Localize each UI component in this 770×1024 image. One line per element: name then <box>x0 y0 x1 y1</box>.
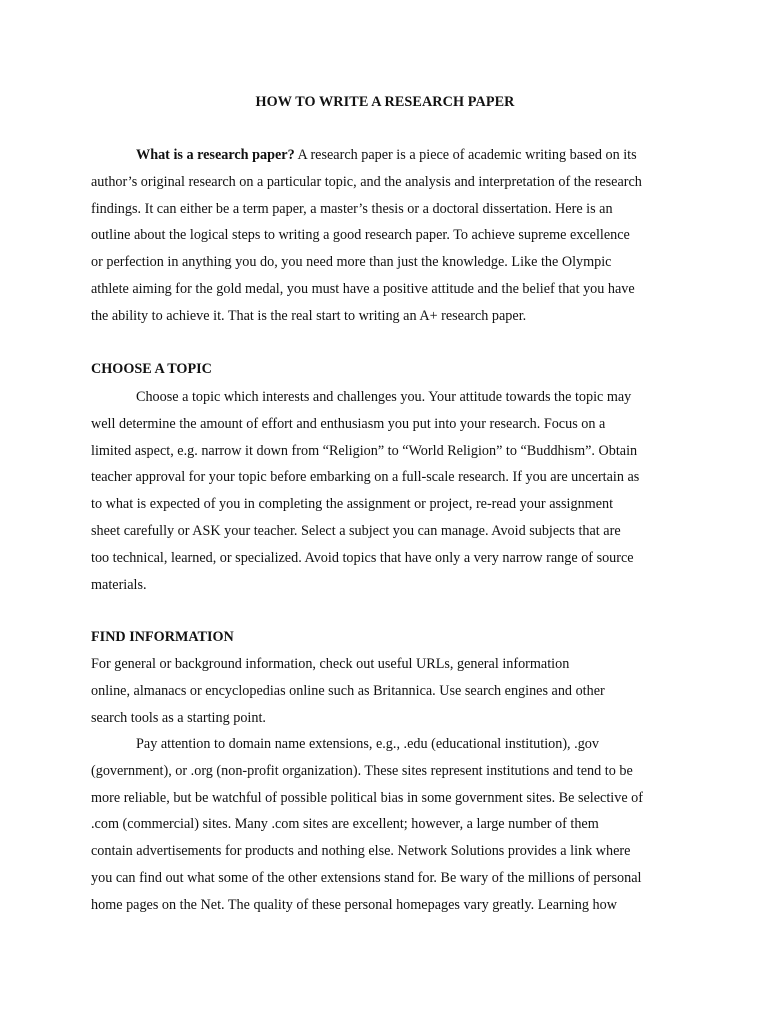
find-information-paragraph-1 <box>91 651 681 731</box>
intro-paragraph <box>91 142 681 330</box>
paragraph-line: contain advertisements for products and nothing else. Network Solutions provides a link where <box>91 843 631 860</box>
paragraph-line: limited aspect, e.g. narrow it down from “Religion” to “World Religion” to “Buddhism”. Obtain <box>91 442 638 459</box>
section-heading-find-information: FIND INFORMATION <box>91 629 234 645</box>
find-information-paragraph-2 <box>91 731 681 919</box>
paragraph-line: you can find out what some of the other extensions stand for. Be wary of the millions of personal <box>91 869 642 886</box>
paragraph-line <box>91 142 681 169</box>
paragraph-line: online, almanacs or encyclopedias online such as Britannica. Use search engines and other <box>91 682 605 699</box>
paragraph-line: Pay attention to domain name extensions, e.g., .edu (educational institution), .gov <box>136 736 599 752</box>
paragraph-line: search tools as a starting point. <box>91 709 266 726</box>
paragraph-line: more reliable, but be watchful of possible political bias in some government sites. Be selective of <box>91 789 643 806</box>
choose-topic-paragraph <box>91 384 681 598</box>
intro-lead: What is a research paper? <box>136 147 295 163</box>
intro-line: findings. It can either be a term paper, a master’s thesis or a doctoral dissertation. Here is an <box>91 200 613 217</box>
section-heading-choose-topic: CHOOSE A TOPIC <box>91 361 212 377</box>
intro-line: or perfection in anything you do, you need more than just the knowledge. Like the Olympic <box>91 254 612 271</box>
paragraph-line: sheet carefully or ASK your teacher. Select a subject you can manage. Avoid subjects that are <box>91 522 621 539</box>
paragraph-line: teacher approval for your topic before embarking on a full-scale research. If you are uncertain as <box>91 469 640 486</box>
paragraph-line: too technical, learned, or specialized. Avoid topics that have only a very narrow range of source <box>91 549 634 566</box>
document-title: HOW TO WRITE A RESEARCH PAPER <box>255 94 515 110</box>
paragraph-line: well determine the amount of effort and enthusiasm you put into your research. Focus on a <box>91 415 606 432</box>
paragraph-line: Choose a topic which interests and challenges you. Your attitude towards the topic may <box>136 389 632 405</box>
paragraph-line: .com (commercial) sites. Many .com sites are excellent; however, a large number of them <box>91 816 599 833</box>
intro-line: author’s original research on a particular topic, and the analysis and interpretation of the research <box>91 173 642 190</box>
intro-line: athlete aiming for the gold medal, you must have a positive attitude and the belief that you have <box>91 280 635 297</box>
intro-line: outline about the logical steps to writing a good research paper. To achieve supreme excellence <box>91 227 630 244</box>
paragraph-line: to what is expected of you in completing the assignment or project, re-read your assignment <box>91 496 614 513</box>
paragraph-line: materials. <box>91 576 147 593</box>
paragraph-line: For general or background information, check out useful URLs, general information <box>91 656 570 672</box>
intro-line: the ability to achieve it. That is the real start to writing an A+ research paper. <box>91 307 527 324</box>
paragraph-line: (government), or .org (non-profit organization). These sites represent institutions and tend to be <box>91 762 633 779</box>
intro-line: A research paper is a piece of academic writing based on its <box>294 147 637 163</box>
paragraph-line: home pages on the Net. The quality of these personal homepages vary greatly. Learning how <box>91 896 617 913</box>
